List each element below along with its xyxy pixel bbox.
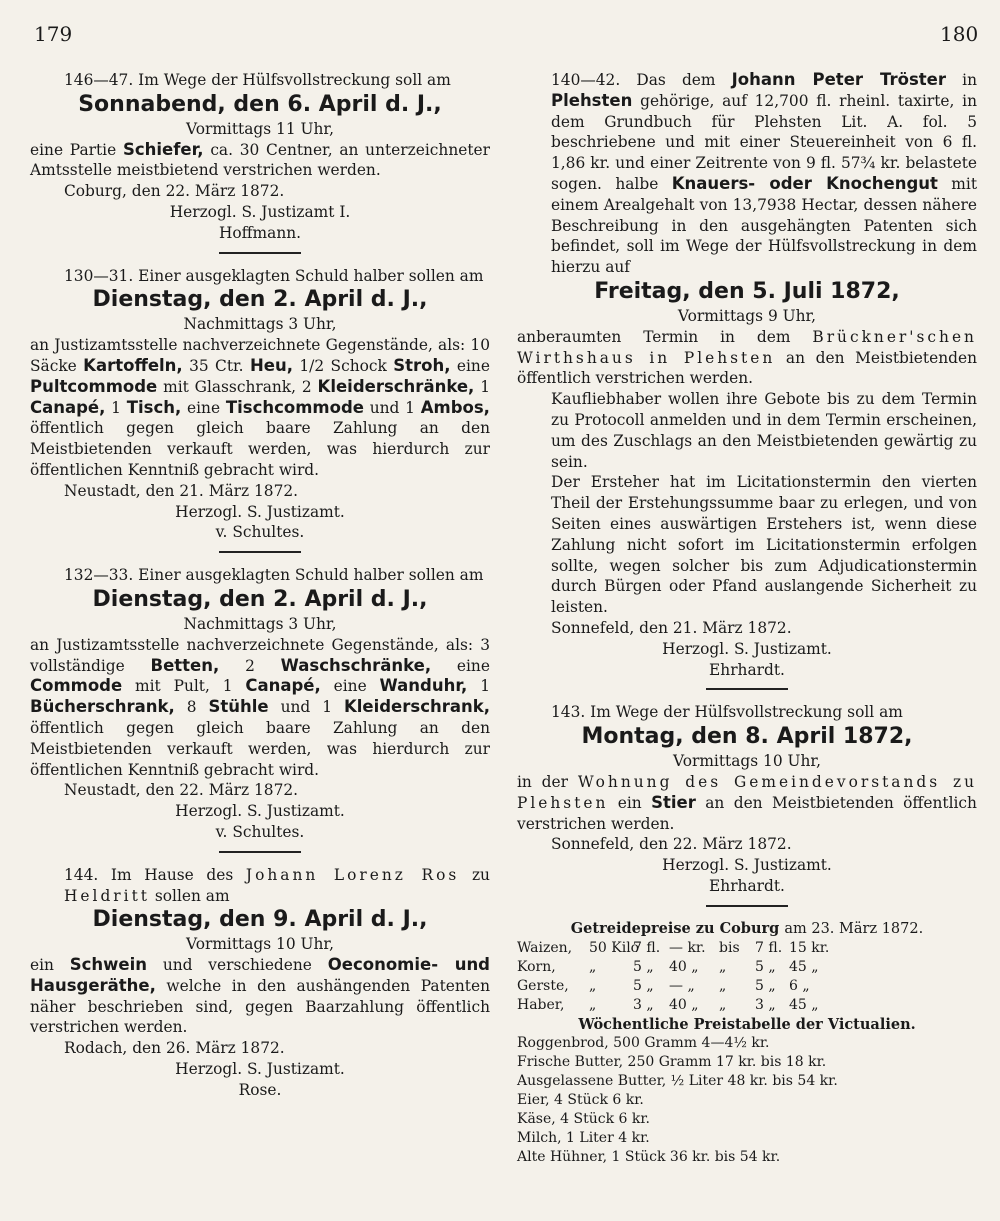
notice-office: Herzogl. S. Justizamt I. xyxy=(169,202,351,221)
victual-price-item: Alte Hühner, 1 Stück 36 kr. bis 54 kr. xyxy=(517,1148,781,1165)
grain-cell-c: 40 „ xyxy=(669,996,699,1013)
grain-price-row xyxy=(517,939,977,958)
notice-place-date: Coburg, den 22. März 1872. xyxy=(64,182,285,201)
grain-cell-f: 45 „ xyxy=(789,958,819,975)
price-table xyxy=(517,919,977,1167)
grain-cell-e: 3 „ xyxy=(755,996,776,1013)
notice-date: Sonnabend, den 6. April d. J., xyxy=(78,91,442,117)
divider xyxy=(706,688,788,690)
grain-prices-title: Getreidepreise zu Coburg am 23. März 1872. xyxy=(570,919,924,937)
notice-office: Herzogl. S. Justizamt. xyxy=(175,802,345,821)
notice-date: Dienstag, den 2. April d. J., xyxy=(92,287,428,313)
notice-place-date: Neustadt, den 22. März 1872. xyxy=(64,781,299,800)
grain-cell-f: 15 kr. xyxy=(789,939,830,956)
victual-price-item: Käse, 4 Stück 6 kr. xyxy=(517,1110,650,1127)
notice-signer: v. Schultes. xyxy=(215,523,305,542)
notice-intro: 143. Im Wege der Hülfsvollstreckung soll am xyxy=(551,703,903,722)
grain-cell-name: Haber, xyxy=(517,996,565,1013)
grain-cell-d: „ xyxy=(719,958,727,975)
notice-office: Herzogl. S. Justizamt. xyxy=(175,502,345,521)
notice-place-date: Sonnefeld, den 21. März 1872. xyxy=(551,618,792,637)
grain-cell-b: 5 „ xyxy=(633,977,654,994)
notice-intro: 144. Im Hause des Johann Lorenz Ros zu Heldritt sollen am xyxy=(64,865,490,905)
notice-signer: Ehrhardt. xyxy=(709,876,785,895)
notice-office: Herzogl. S. Justizamt. xyxy=(175,1060,345,1079)
notice-body: in der Wohnung des Gemeindevorstands zu Plehsten ein Stier an den Meistbietenden öffentlich verstrichen werden. xyxy=(517,772,977,833)
grain-cell-d: „ xyxy=(719,996,727,1013)
notice-143 xyxy=(517,702,977,896)
grain-price-rows xyxy=(517,939,977,1015)
notice-intro: 146—47. Im Wege der Hülfsvollstreckung soll am xyxy=(64,71,451,89)
notice-place-date: Neustadt, den 21. März 1872. xyxy=(64,481,299,500)
grain-cell-a: „ xyxy=(589,958,597,975)
grain-cell-d: „ xyxy=(719,977,727,994)
notice-place-date: Sonnefeld, den 22. März 1872. xyxy=(551,835,792,854)
notice-body: an Justizamtsstelle nachverzeichnete Gegenstände, als: 3 vollständige Betten, 2 Waschschränke, eine Commode mit Pult, 1 Canapé, eine Wanduhr, 1 Bücherschrank, 8 Stühle und 1 Kleiderschrank, öffentlich gegen gleich baare Zahlung an den Meistbietenden verkauft werden, was hierdurch zur öffentlichen Kenntniß gebracht wird. xyxy=(30,635,490,779)
notice-office: Herzogl. S. Justizamt. xyxy=(662,856,832,875)
notice-date: Dienstag, den 2. April d. J., xyxy=(92,586,428,612)
notice-144 xyxy=(30,865,490,1101)
grain-cell-b: 7 fl. xyxy=(633,939,661,956)
grain-cell-a: „ xyxy=(589,996,597,1013)
page-number-right: 180 xyxy=(940,22,979,46)
divider xyxy=(706,905,788,907)
victual-price-item: Milch, 1 Liter 4 kr. xyxy=(517,1129,650,1146)
notice-signer: Ehrhardt. xyxy=(709,660,785,679)
divider xyxy=(219,252,301,254)
grain-cell-e: 7 fl. xyxy=(755,939,783,956)
grain-cell-e: 5 „ xyxy=(755,958,776,975)
notice-paragraph: Kaufliebhaber wollen ihre Gebote bis zu dem Termin zu Protocoll anmelden und in dem Termin erscheinen, um des Zuschlags an den Meistbietenden gewärtig zu sein. xyxy=(551,390,977,471)
grain-cell-b: 5 „ xyxy=(633,958,654,975)
notice-time: Vormittags 11 Uhr, xyxy=(186,119,334,138)
grain-cell-name: Waizen, xyxy=(517,939,573,956)
notice-146-47 xyxy=(30,70,490,244)
notice-signer: Hoffmann. xyxy=(218,223,302,242)
notice-body: eine Partie Schiefer, ca. 30 Centner, an unterzeichneter Amtsstelle meistbietend verstrichen werden. xyxy=(30,139,490,180)
notice-signer: Rose. xyxy=(238,1080,282,1099)
notice-body: ein Schwein und verschiedene Oeconomie- und Hausgeräthe, welche in den aushängenden Patenten näher beschrieben sind, gegen Baarzahlung öffentlich verstrichen werden. xyxy=(30,955,490,1037)
grain-cell-name: Korn, xyxy=(517,958,556,975)
grain-price-row xyxy=(517,958,977,977)
victual-price-item: Eier, 4 Stück 6 kr. xyxy=(517,1091,644,1108)
grain-cell-c: — „ xyxy=(669,977,695,994)
notice-date: Freitag, den 5. Juli 1872, xyxy=(594,278,900,304)
divider xyxy=(219,551,301,553)
victuals-title: Wöchentliche Preistabelle der Victualien. xyxy=(578,1015,916,1033)
grain-cell-e: 5 „ xyxy=(755,977,776,994)
notice-time: Nachmittags 3 Uhr, xyxy=(183,315,337,334)
notice-place-date: Rodach, den 26. März 1872. xyxy=(64,1039,285,1058)
notice-140-42 xyxy=(517,70,977,680)
notice-body-cont: anberaumten Termin in dem Brückner'schen Wirthshaus in Plehsten an den Meistbietenden öffentlich verstrichen werden. xyxy=(517,327,977,388)
notice-date: Montag, den 8. April 1872, xyxy=(581,724,913,750)
grain-cell-a: „ xyxy=(589,977,597,994)
victual-price-list xyxy=(517,1034,977,1167)
victual-price-item: Roggenbrod, 500 Gramm 4—4½ kr. xyxy=(517,1034,770,1051)
grain-cell-d: bis xyxy=(719,939,740,956)
victual-price-item: Frische Butter, 250 Gramm 17 kr. bis 18 kr. xyxy=(517,1053,827,1070)
page-number-left: 179 xyxy=(34,22,73,46)
notice-132-33 xyxy=(30,565,490,843)
notice-office: Herzogl. S. Justizamt. xyxy=(662,639,832,658)
notice-intro: 132—33. Einer ausgeklagten Schuld halber sollen am xyxy=(64,566,484,585)
notice-paragraph: Der Ersteher hat im Licitationstermin den vierten Theil der Erstehungssumme baar zu erlegen, und von Seiten eines auswärtigen Erstehers ist, wenn diese Zahlung nicht sofort im Licitationstermin erfolgen sollte, wegen solcher bis zum Adjudicationstermin durch Bürgen oder Pfand auslangende Sicherheit zu leisten. xyxy=(551,473,977,617)
grain-price-row xyxy=(517,996,977,1015)
notice-date: Dienstag, den 9. April d. J., xyxy=(92,907,428,933)
right-column xyxy=(517,70,977,1167)
grain-price-row xyxy=(517,977,977,996)
notice-time: Nachmittags 3 Uhr, xyxy=(183,614,337,633)
grain-cell-name: Gerste, xyxy=(517,977,569,994)
notice-intro: 130—31. Einer ausgeklagten Schuld halber sollen am xyxy=(64,266,484,285)
notice-time: Vormittags 9 Uhr, xyxy=(677,306,817,325)
victual-price-item: Ausgelassene Butter, ½ Liter 48 kr. bis 54 kr. xyxy=(517,1072,838,1089)
grain-cell-f: 45 „ xyxy=(789,996,819,1013)
grain-cell-c: 40 „ xyxy=(669,958,699,975)
divider xyxy=(219,851,301,853)
notice-body: 140—42. Das dem Johann Peter Tröster in Plehsten gehörige, auf 12,700 fl. rheinl. taxirte, in dem Grundbuch für Plehsten Lit. A. fol. 5 beschriebene und mit einer Steuereinheit von 6 fl. 1,86 kr. und einer Zeitrente von 9 fl. 57¾ kr. belastete sogen. halbe Knauers- oder Knochengut mit einem Arealgehalt von 13,7938 Hectar, dessen nähere Beschreibung in den ausgehängten Patenten sich befindet, soll im Wege der Hülfsvollstreckung in dem hierzu auf xyxy=(551,70,977,277)
grain-cell-b: 3 „ xyxy=(633,996,654,1013)
grain-cell-a: 50 Kilo xyxy=(589,939,640,956)
left-column xyxy=(30,70,490,1101)
notice-signer: v. Schultes. xyxy=(215,822,305,841)
grain-cell-c: — kr. xyxy=(669,939,706,956)
notice-body: an Justizamtsstelle nachverzeichnete Gegenstände, als: 10 Säcke Kartoffeln, 35 Ctr. Heu, 1/2 Schock Stroh, eine Pultcommode mit Glasschrank, 2 Kleiderschränke, 1 Canapé, 1 Tisch, eine Tischcommode und 1 Ambos, öffentlich gegen gleich baare Zahlung an den Meistbietenden verkauft werden, was hierdurch zur öffentlichen Kenntniß gebracht wird. xyxy=(30,336,490,479)
notice-time: Vormittags 10 Uhr, xyxy=(186,935,334,954)
notice-130-31 xyxy=(30,266,490,544)
grain-cell-f: 6 „ xyxy=(789,977,810,994)
notice-time: Vormittags 10 Uhr, xyxy=(673,752,821,771)
